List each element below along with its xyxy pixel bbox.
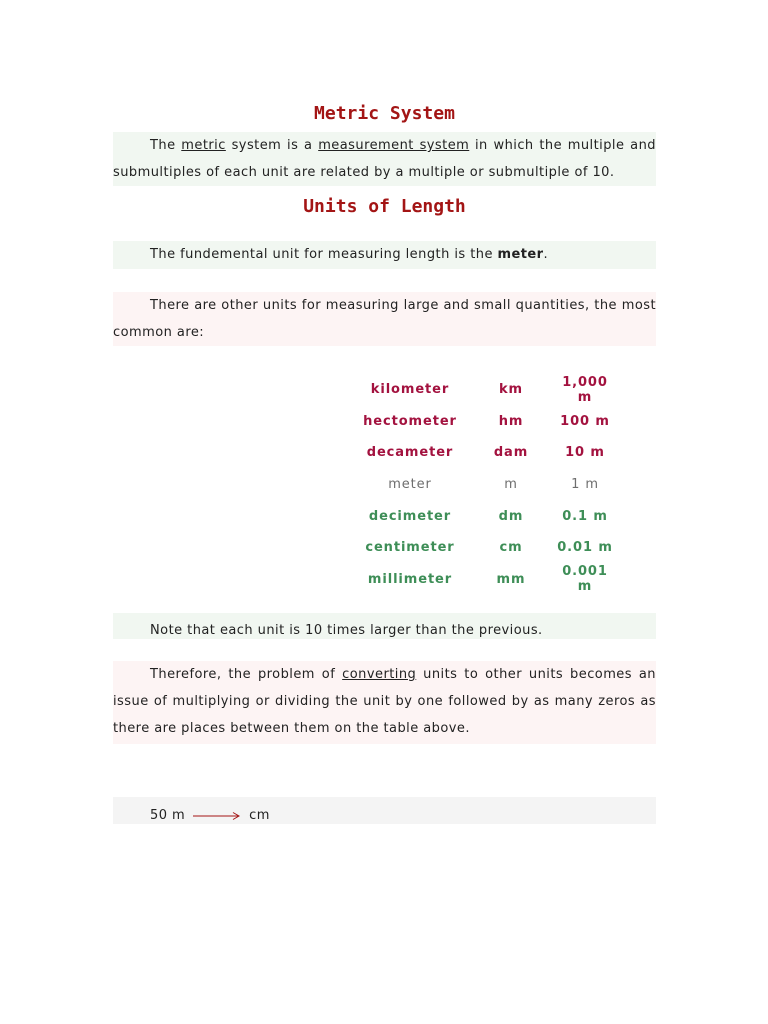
other-units-paragraph [113,292,656,346]
fundamental-text-1: The fundemental unit for measuring length is the [150,247,498,262]
intro-text-2: system is a [225,138,319,153]
table-row [355,469,613,501]
unit-symbol: cm [499,540,523,556]
fundamental-text-2: . [543,247,549,262]
table-row [355,532,613,564]
page-title: Metric System [314,103,455,124]
unit-name: meter [388,477,432,493]
table-row [355,406,613,438]
unit-name: decimeter [368,508,452,524]
unit-value: 1 m [571,477,599,493]
note-paragraph [113,613,656,639]
intro-text-3: in which the multiple and submultiples of each unit are related by a multiple or submultiple of 10. [113,138,656,180]
example-to: cm [249,808,270,823]
unit-value: 10 m [565,445,605,461]
unit-value: 0.01 m [557,540,613,556]
unit-name: hectometer [363,413,457,429]
metric-link[interactable]: metric [181,138,226,153]
unit-symbol: dam [493,445,529,461]
unit-name: decameter [366,445,454,461]
converting-text-2: units to other units becomes an issue of multiplying or dividing the unit by one followed by as many zeros as there are places between them on the table above. [113,667,656,736]
arrow-right-icon [193,811,241,821]
converting-paragraph [113,661,656,744]
note-text: Note that each unit is 10 times larger than the previous. [150,623,543,638]
unit-name: kilometer [370,382,450,398]
unit-value: 0.001 m [562,564,608,595]
units-table [355,374,613,595]
unit-value: 1,000 m [562,374,608,405]
converting-text-1: Therefore, the problem of [150,667,343,682]
unit-name: millimeter [367,571,453,587]
intro-text-1: The [150,138,182,153]
table-row [355,374,613,406]
converting-link[interactable]: converting [342,667,417,682]
section-title: Units of Length [303,196,466,217]
table-row [355,500,613,532]
unit-symbol: m [504,477,518,493]
unit-symbol: km [499,382,523,398]
meter-bold: meter [497,247,544,262]
intro-paragraph [113,132,656,186]
unit-name: centimeter [365,540,455,556]
example-box [113,797,656,824]
other-units-text: There are other units for measuring large and small quantities, the most common are: [113,298,656,340]
unit-symbol: hm [498,413,524,429]
fundamental-unit-paragraph [113,241,656,269]
table-row [355,564,613,596]
table-row [355,437,613,469]
unit-symbol: mm [496,571,526,587]
unit-symbol: dm [498,508,524,524]
measurement-system-link[interactable]: measurement system [318,138,470,153]
unit-value: 0.1 m [562,508,608,524]
example-from: 50 m [150,808,186,823]
unit-value: 100 m [560,413,610,429]
